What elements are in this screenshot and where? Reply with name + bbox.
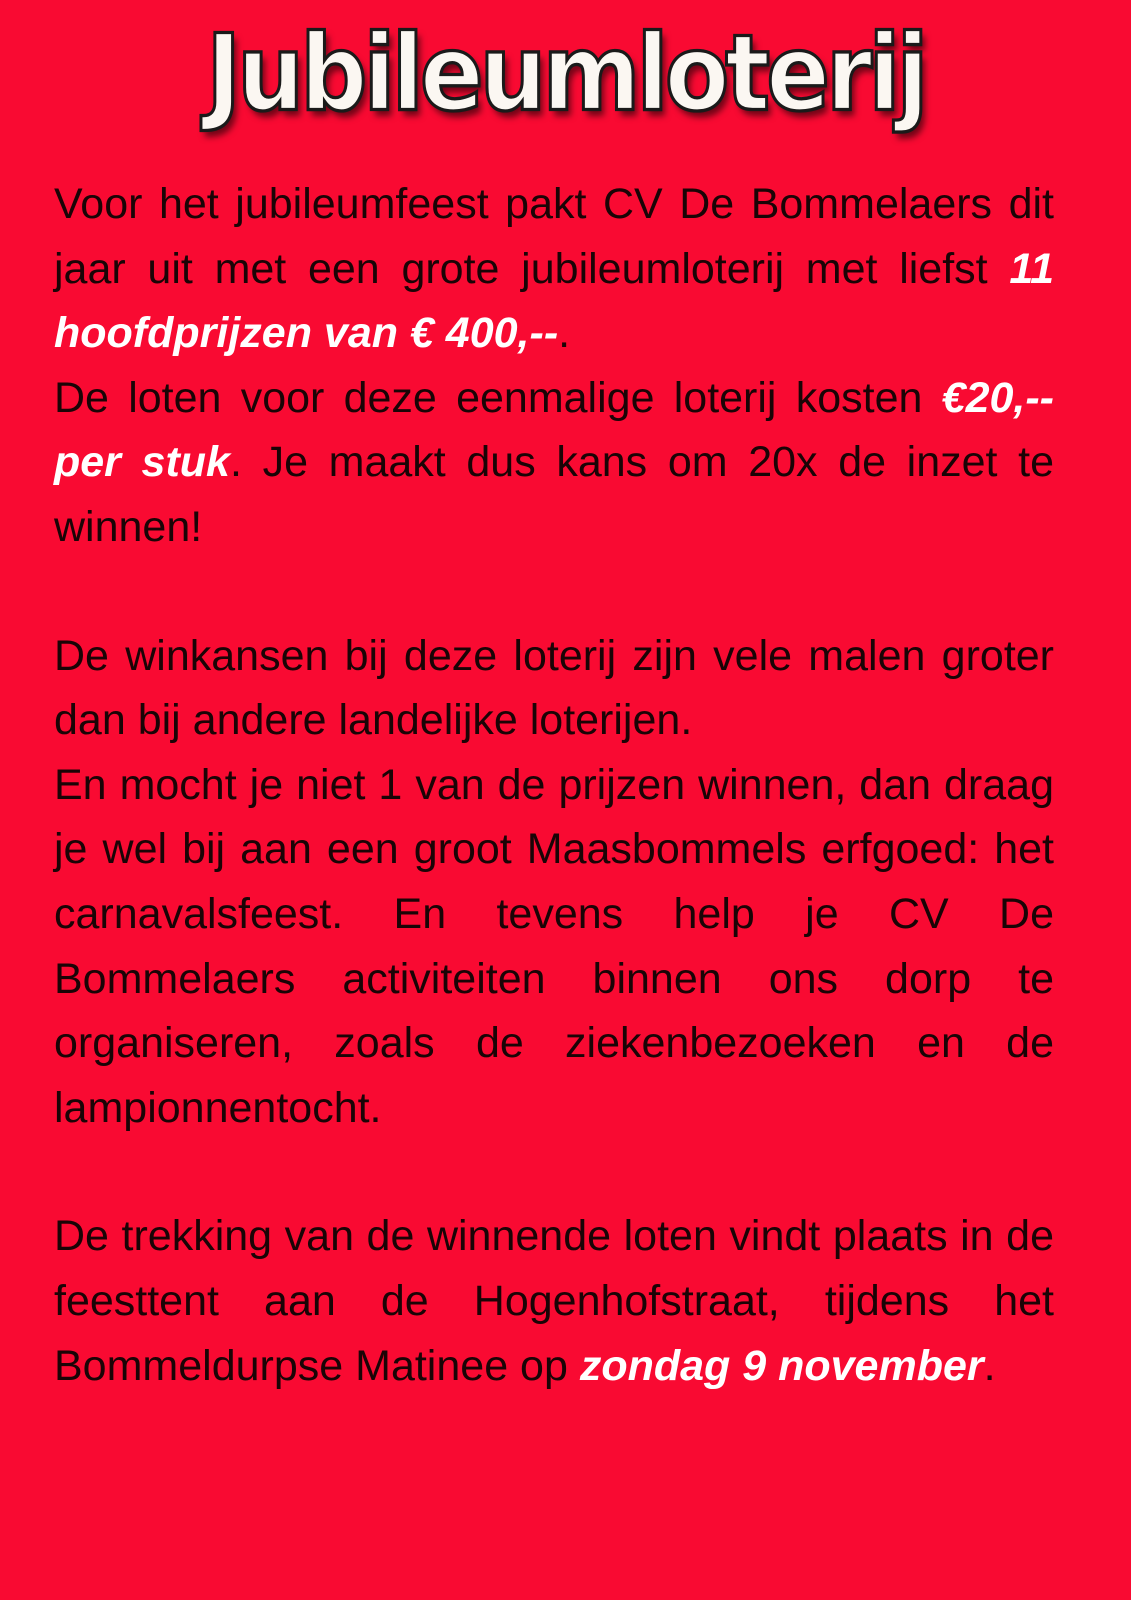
paragraph-gap [54,560,1054,624]
price-end: . Je maakt dus kans om 20x de inzet te winnen! [54,438,1055,551]
paragraph-gap [54,1140,1054,1204]
intro-end: . [558,309,571,358]
paragraph-draw [54,1204,1054,1398]
draw-end: . [983,1341,996,1390]
body-text [54,172,1054,1398]
page-title: Jubileumloterij [206,13,925,136]
paragraph-intro [54,172,1054,366]
paragraph-price [54,366,1054,560]
paragraph-odds: De winkansen bij deze loterij zijn vele malen groter dan bij andere landelijke loterijen. [54,631,1054,745]
draw-date-highlight: zondag 9 november [579,1341,984,1390]
intro-text: Voor het jubileumfeest pakt CV De Bommelaers dit jaar uit met een grote jubileumloterij met liefst [54,180,1054,293]
draw-text: De trekking van de winnende loten vindt plaats in de feesttent aan de Hogenhofstraat, tijdens het Bommeldurpse Matinee op [54,1212,1054,1390]
ticket-price-highlight: €20,-- per stuk [54,373,1054,487]
price-text: De loten voor deze eenmalige loterij kosten [54,373,942,422]
paragraph-support: En mocht je niet 1 van de prijzen winnen, dan draag je wel bij aan een groot Maasbommels erfgoed: het carnavalsfeest. En tevens help je CV De Bommelaers activiteiten binnen ons dorp te organiseren, zoals de ziekenbezoeken en de lampionnentocht. [54,760,1054,1132]
main-prizes-highlight: 11 hoofdprijzen van € 400,-- [54,244,1054,358]
